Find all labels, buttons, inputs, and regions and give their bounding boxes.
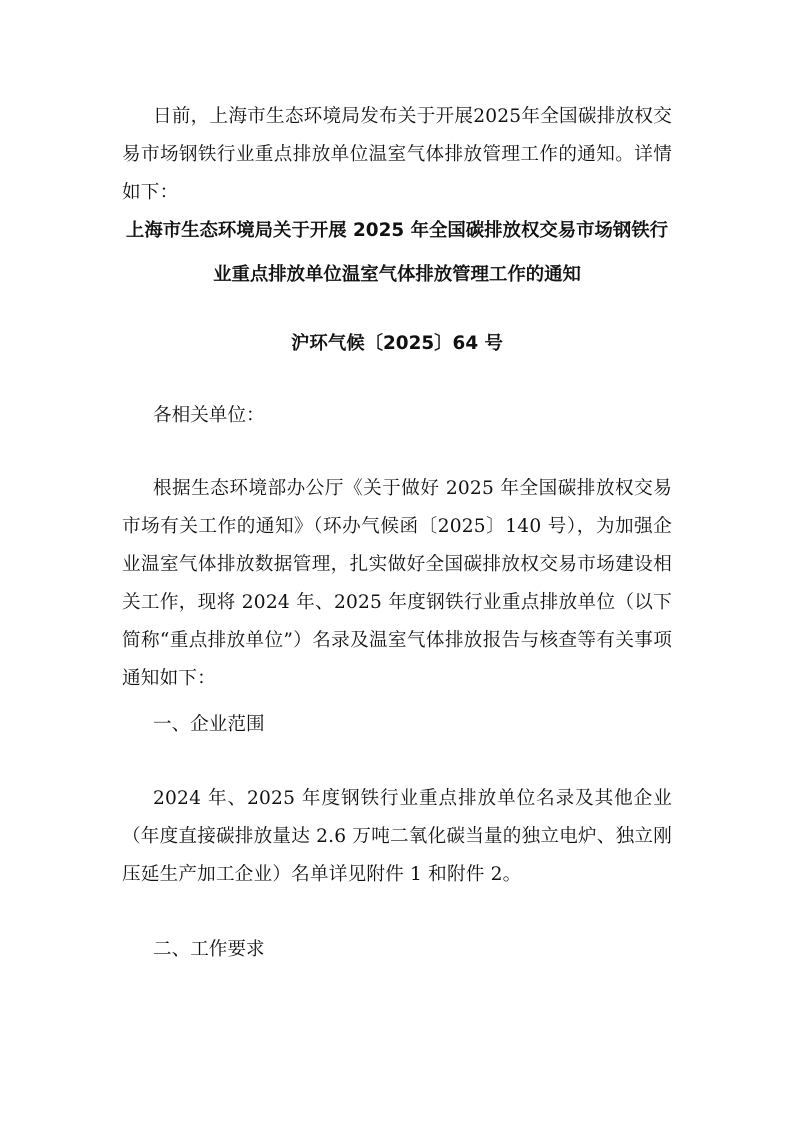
body-paragraph: 根据生态环境部办公厅《关于做好 2025 年全国碳排放权交易市场有关工作的通知》（环办气候函〔2025〕140 号），为加强企业温室气体排放数据管理，扎实做好全国碳排放权交易市场建设相关工作，现将 2024 年、2025 年度钢铁行业重点排放单位（以下简称“重点排放单位”）名录及温室气体排放报告与核查等有关事项通知如下： (122, 478, 672, 689)
document-number: 沪环气候〔2025〕64 号 (291, 333, 503, 354)
section-heading-requirements: 二、工作要求 (153, 939, 265, 960)
section-heading-scope: 一、企业范围 (153, 714, 265, 735)
intro-paragraph: 日前，上海市生态环境局发布关于开展2025年全国碳排放权交易市场钢铁行业重点排放单位温室气体排放管理工作的通知。详情如下： (122, 106, 672, 203)
section-paragraph-scope: 2024 年、2025 年度钢铁行业重点排放单位名录及其他企业（年度直接碳排放量达 2.6 万吨二氧化碳当量的独立电炉、独立刚压延生产加工企业）名单详见附件 1 和附件 2。 (122, 788, 672, 885)
notice-title-line-1: 上海市生态环境局关于开展 2025 年全国碳排放权交易市场钢铁行 (125, 220, 669, 241)
notice-title-line-2: 业重点排放单位温室气体排放管理工作的通知 (213, 264, 581, 285)
salutation: 各相关单位： (153, 405, 265, 426)
